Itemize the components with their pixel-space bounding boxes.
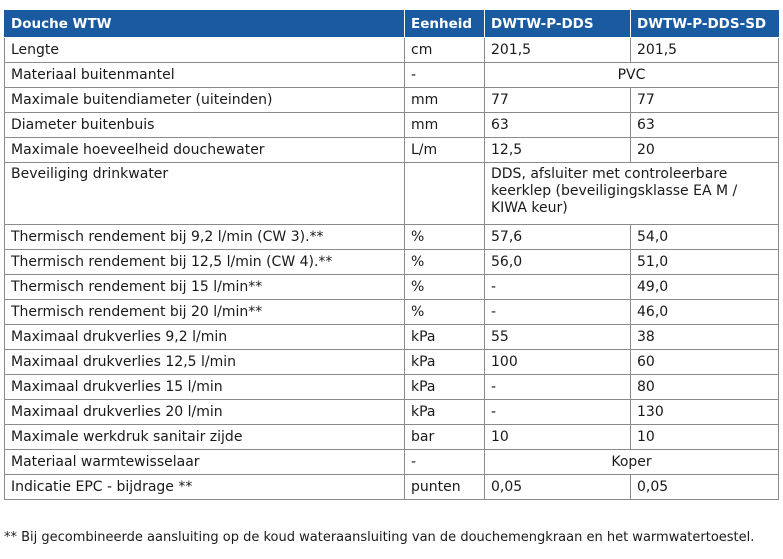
value-dds: 10 — [485, 425, 631, 450]
table-row — [5, 138, 779, 163]
row-label: Maximaal drukverlies 12,5 l/min — [5, 350, 405, 375]
row-unit: % — [405, 250, 485, 275]
value-dds: 56,0 — [485, 250, 631, 275]
row-label: Diameter buitenbuis — [5, 113, 405, 138]
value-dds-sd: 46,0 — [631, 300, 779, 325]
row-label: Thermisch rendement bij 15 l/min** — [5, 275, 405, 300]
value-dds: 55 — [485, 325, 631, 350]
row-unit: - — [405, 63, 485, 88]
row-unit: kPa — [405, 400, 485, 425]
row-unit: - — [405, 450, 485, 475]
table-row — [5, 88, 779, 113]
row-label: Maximale werkdruk sanitair zijde — [5, 425, 405, 450]
row-label: Maximale buitendiameter (uiteinden) — [5, 88, 405, 113]
value-dds: - — [485, 400, 631, 425]
row-unit: % — [405, 275, 485, 300]
value-merged: PVC — [485, 63, 779, 88]
value-dds-sd: 0,05 — [631, 475, 779, 500]
row-unit: mm — [405, 113, 485, 138]
row-unit: L/m — [405, 138, 485, 163]
value-dds: 77 — [485, 88, 631, 113]
row-label: Maximaal drukverlies 20 l/min — [5, 400, 405, 425]
value-dds: - — [485, 275, 631, 300]
row-unit: kPa — [405, 375, 485, 400]
row-unit — [405, 163, 485, 225]
spec-table — [4, 10, 779, 500]
header-unit: Eenheid — [405, 11, 485, 38]
table-row — [5, 163, 779, 225]
row-unit: % — [405, 300, 485, 325]
row-label: Materiaal buitenmantel — [5, 63, 405, 88]
row-unit: cm — [405, 38, 485, 63]
value-dds-sd: 63 — [631, 113, 779, 138]
value-dds-sd: 20 — [631, 138, 779, 163]
value-dds-sd: 201,5 — [631, 38, 779, 63]
row-label: Thermisch rendement bij 20 l/min** — [5, 300, 405, 325]
value-dds: 100 — [485, 350, 631, 375]
table-row — [5, 400, 779, 425]
value-dds-sd: 80 — [631, 375, 779, 400]
value-dds-sd: 77 — [631, 88, 779, 113]
footnote: ** Bij gecombineerde aansluiting op de koud wateraansluiting van de douchemengkraan en het warmwatertoestel. — [4, 530, 755, 545]
value-dds-sd: 49,0 — [631, 275, 779, 300]
value-dds: - — [485, 300, 631, 325]
row-unit: kPa — [405, 325, 485, 350]
row-label: Beveiliging drinkwater — [5, 163, 405, 225]
row-label: Indicatie EPC - bijdrage ** — [5, 475, 405, 500]
value-merged: Koper — [485, 450, 779, 475]
table-row — [5, 375, 779, 400]
value-dds-sd: 51,0 — [631, 250, 779, 275]
table-row — [5, 63, 779, 88]
table-row — [5, 425, 779, 450]
row-unit: kPa — [405, 350, 485, 375]
value-dds-sd: 10 — [631, 425, 779, 450]
value-merged: DDS, afsluiter met controleerbare keerklep (beveiligingsklasse EA M / KIWA keur) — [485, 163, 779, 225]
value-dds-sd: 54,0 — [631, 225, 779, 250]
header-product: Douche WTW — [5, 11, 405, 38]
value-dds: 201,5 — [485, 38, 631, 63]
value-dds: 0,05 — [485, 475, 631, 500]
row-unit: % — [405, 225, 485, 250]
row-label: Materiaal warmtewisselaar — [5, 450, 405, 475]
header-dds: DWTW-P-DDS — [485, 11, 631, 38]
table-row — [5, 325, 779, 350]
row-label: Maximaal drukverlies 9,2 l/min — [5, 325, 405, 350]
value-dds: 63 — [485, 113, 631, 138]
table-row — [5, 250, 779, 275]
value-dds: 12,5 — [485, 138, 631, 163]
table-row — [5, 38, 779, 63]
table-row — [5, 225, 779, 250]
value-dds-sd: 38 — [631, 325, 779, 350]
row-unit: bar — [405, 425, 485, 450]
value-dds-sd: 60 — [631, 350, 779, 375]
row-label: Thermisch rendement bij 9,2 l/min (CW 3).** — [5, 225, 405, 250]
value-dds-sd: 130 — [631, 400, 779, 425]
table-row — [5, 275, 779, 300]
header-row — [5, 11, 779, 38]
row-label: Maximale hoeveelheid douchewater — [5, 138, 405, 163]
value-dds: 57,6 — [485, 225, 631, 250]
row-label: Thermisch rendement bij 12,5 l/min (CW 4).** — [5, 250, 405, 275]
row-unit: punten — [405, 475, 485, 500]
table-row — [5, 450, 779, 475]
table-row — [5, 475, 779, 500]
row-unit: mm — [405, 88, 485, 113]
row-label: Lengte — [5, 38, 405, 63]
table-row — [5, 113, 779, 138]
table-row — [5, 300, 779, 325]
header-dds-sd: DWTW-P-DDS-SD — [631, 11, 779, 38]
table-row — [5, 350, 779, 375]
row-label: Maximaal drukverlies 15 l/min — [5, 375, 405, 400]
value-dds: - — [485, 375, 631, 400]
